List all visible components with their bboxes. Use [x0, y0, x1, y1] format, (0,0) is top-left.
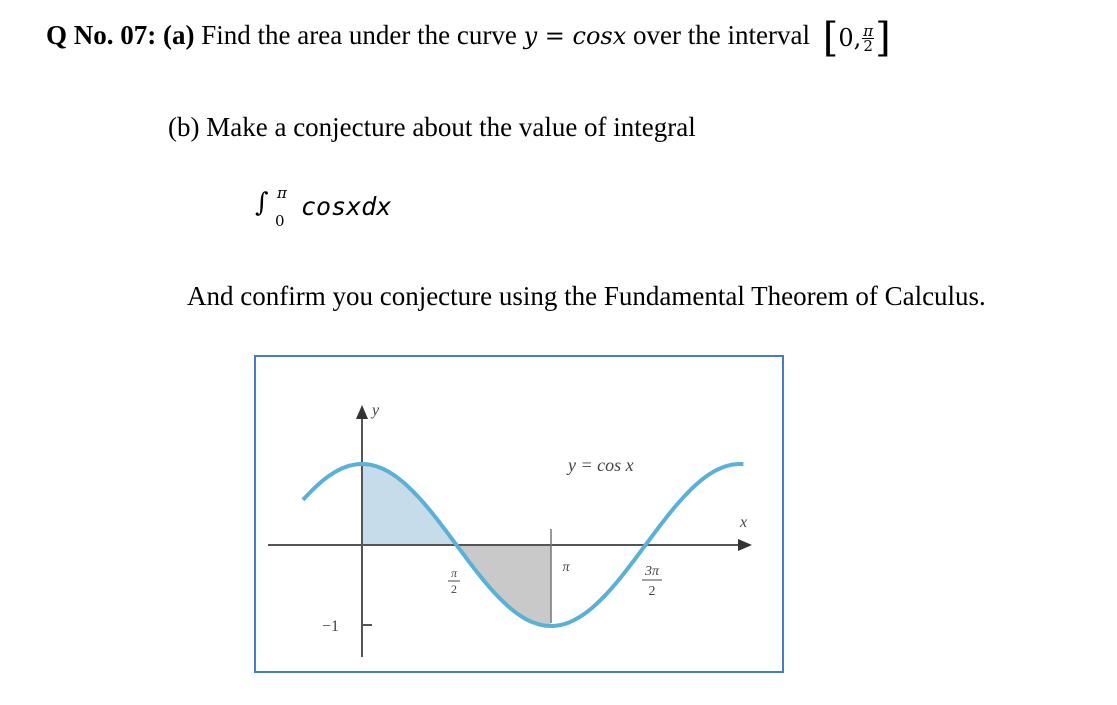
curve-label: y = cos x — [568, 455, 634, 475]
cosine-figure — [254, 355, 784, 673]
tick-3pi-half-numerator: 3π — [644, 564, 660, 579]
interval-numerator: π — [863, 21, 874, 40]
question-line-a — [46, 15, 891, 61]
cosine-graph — [256, 357, 782, 671]
y-axis-label: y — [372, 402, 380, 419]
shaded-area-negative — [457, 545, 552, 626]
curve-equation: y = cosx — [523, 22, 627, 51]
integral-sign: ∫ — [255, 188, 269, 218]
x-axis-arrow — [738, 539, 752, 551]
x-axis-label: x — [740, 514, 748, 531]
integral-upper-limit: π — [277, 184, 287, 202]
tick-pi-half-numerator: π — [450, 566, 458, 580]
integral-body: cosxdx — [301, 192, 392, 221]
interval-denominator: 2 — [863, 36, 873, 55]
question-number: Q No. 07: — [46, 20, 157, 51]
interval-expression: [0, $\frac{\pi}{2}$ ] — [822, 15, 891, 61]
y-axis-arrow — [356, 405, 368, 419]
interval-left: 0, — [838, 24, 862, 52]
part-a-text: Find the area under the curve — [201, 20, 517, 51]
tick-3pi-half-denominator: 2 — [648, 584, 656, 599]
part-a-label: (a) — [163, 20, 195, 51]
interval-text: over the interval — [633, 20, 810, 51]
confirm-text: And confirm you conjecture using the Fundamental Theorem of Calculus. — [187, 281, 986, 311]
integral-lower-limit: 0 — [275, 212, 285, 230]
interval-fraction — [862, 21, 874, 55]
shaded-area-positive — [362, 464, 457, 545]
integral-expression — [255, 184, 392, 230]
tick-minus-one-label: −1 — [322, 618, 340, 635]
part-b-text: (b) Make a conjecture about the value of integral — [168, 112, 696, 142]
tick-pi: π — [562, 560, 570, 575]
tick-pi-half-denominator: 2 — [451, 582, 457, 596]
